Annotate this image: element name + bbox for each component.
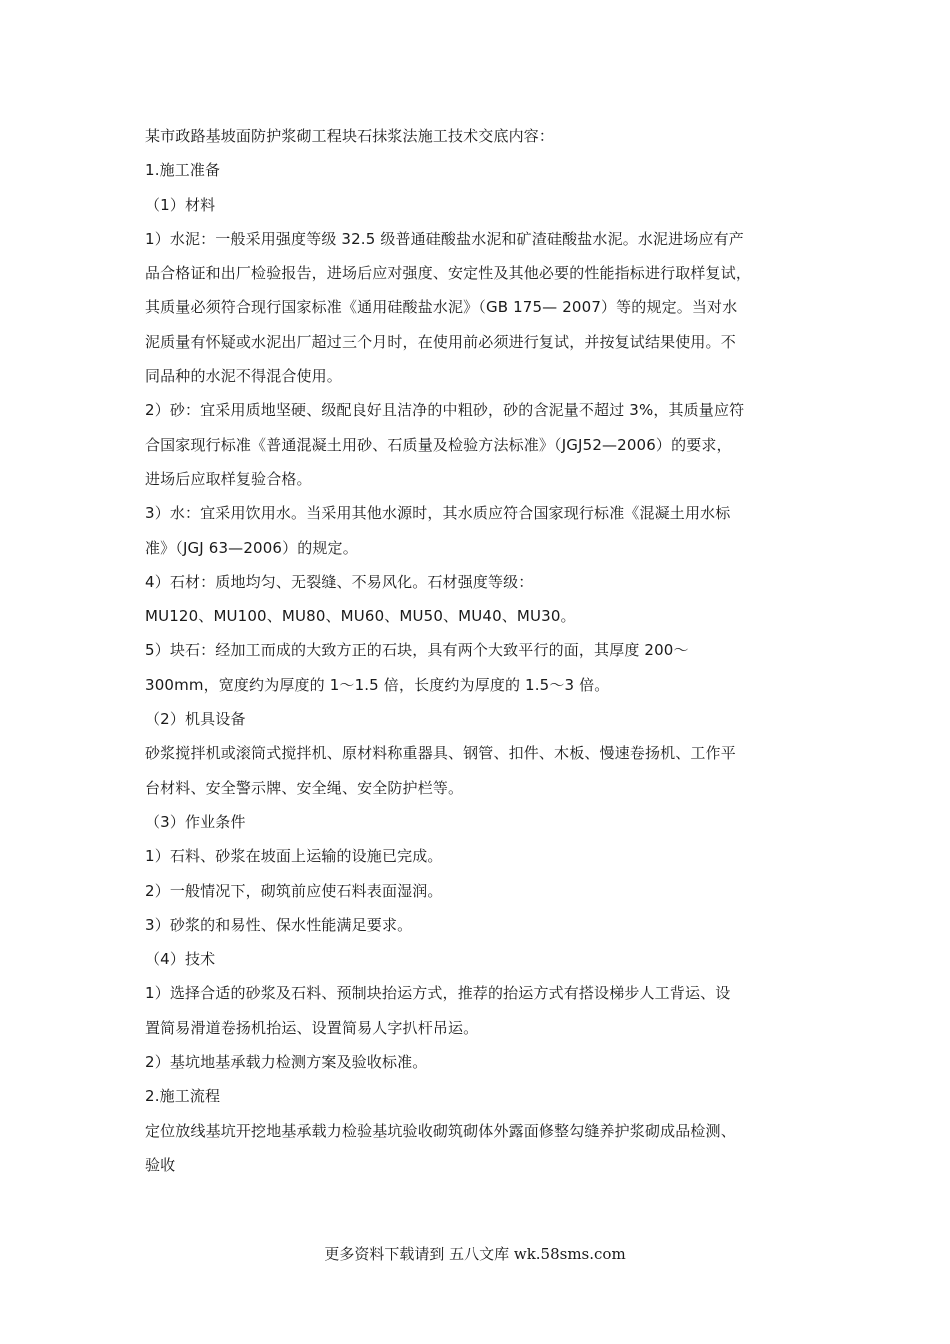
subsection-heading: （1）材料 <box>145 195 216 214</box>
text-line: 3）砂浆的和易性、保水性能满足要求。 <box>145 915 413 934</box>
section-heading: 1.施工准备 <box>145 161 221 180</box>
text-line: 置简易滑道卷扬机抬运、设置简易人字扒杆吊运。 <box>145 1018 479 1037</box>
text-line: 2）砂：宜采用质地坚硬、级配良好且洁净的中粗砂，砂的含泥量不超过 3%，其质量应符 <box>145 401 745 420</box>
text-line: 1）选择合适的砂浆及石料、预制块抬运方式，推荐的抬运方式有搭设梯步人工背运、设 <box>145 984 731 1003</box>
doc-title: 某市政路基坡面防护浆砌工程块石抹浆法施工技术交底内容： <box>145 127 555 145</box>
document-body <box>145 119 815 1182</box>
text-line: 准》（JGJ 63—2006）的规定。 <box>145 538 358 557</box>
subsection-heading: （4）技术 <box>145 950 216 969</box>
text-line: MU120、MU100、MU80、MU60、MU50、MU40、MU30。 <box>145 607 576 626</box>
text-line: 1）水泥：一般采用强度等级 32.5 级普通硅酸盐水泥和矿渣硅酸盐水泥。水泥进场应有产 <box>145 229 744 248</box>
text-line: 进场后应取样复验合格。 <box>145 469 312 488</box>
text-line: 泥质量有怀疑或水泥出厂超过三个月时，在使用前必须进行复试，并按复试结果使用。不 <box>145 332 736 351</box>
text-line: 1）石料、砂浆在坡面上运输的设施已完成。 <box>145 847 443 866</box>
subsection-heading: （2）机具设备 <box>145 710 246 729</box>
text-line: 其质量必须符合现行国家标准《通用硅酸盐水泥》（GB 175— 2007）等的规定。当对水 <box>145 298 738 317</box>
text-line: 砂浆搅拌机或滚筒式搅拌机、原材料称重器具、钢管、扣件、木板、慢速卷扬机、工作平 <box>145 744 736 763</box>
section-heading: 2.施工流程 <box>145 1087 221 1106</box>
footer-link-text: 更多资料下载请到 五八文库 wk.58sms.com <box>324 1245 626 1263</box>
text-line: 验收 <box>145 1155 176 1174</box>
text-line: 定位放线基坑开挖地基承载力检验基坑验收砌筑砌体外露面修整勾缝养护浆砌成品检测、 <box>145 1121 736 1140</box>
text-line: 同品种的水泥不得混合使用。 <box>145 367 342 386</box>
text-line: 5）块石：经加工而成的大致方正的石块，具有两个大致平行的面，其厚度 200～ <box>145 641 689 660</box>
text-line: 台材料、安全警示牌、安全绳、安全防护栏等。 <box>145 778 464 797</box>
text-line: 2）基坑地基承载力检测方案及验收标准。 <box>145 1053 428 1072</box>
text-line: 4）石材：质地均匀、无裂缝、不易风化。石材强度等级： <box>145 572 534 591</box>
text-line: 品合格证和出厂检验报告，进场后应对强度、安定性及其他必要的性能指标进行取样复试， <box>145 264 752 283</box>
text-line: 合国家现行标准《普通混凝土用砂、石质量及检验方法标准》（JGJ52—2006）的要求， <box>145 435 732 454</box>
text-line: 2）一般情况下，砌筑前应使石料表面湿润。 <box>145 881 443 900</box>
text-line: 3）水：宜采用饮用水。当采用其他水源时，其水质应符合国家现行标准《混凝土用水标 <box>145 504 731 523</box>
subsection-heading: （3）作业条件 <box>145 812 246 831</box>
text-line: 300mm，宽度约为厚度的 1～1.5 倍，长度约为厚度的 1.5～3 倍。 <box>145 675 610 694</box>
